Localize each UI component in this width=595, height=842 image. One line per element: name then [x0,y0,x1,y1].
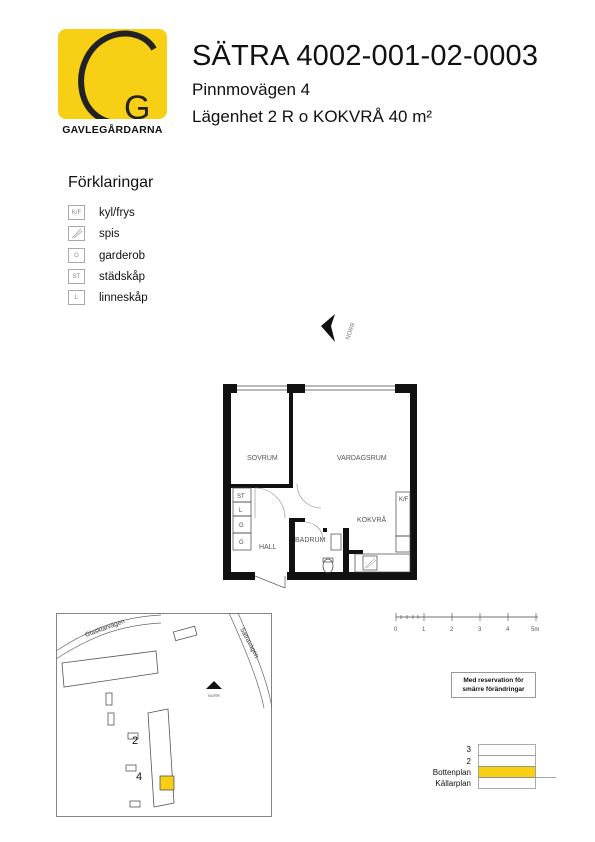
street-glasklarvagen: Glasklarvägen [84,618,126,639]
brand-logo [58,29,167,119]
scale-tick: 1 [422,627,426,633]
bathroom-fixtures [323,534,341,573]
site-map [56,613,272,817]
north-label: NORR [345,322,357,341]
legend-item [68,289,148,306]
legend-label: städskåp [99,270,146,283]
scale-tick: 4 [506,627,510,633]
north-compass [315,310,365,350]
floor-box-2 [479,756,536,767]
legend-item [68,247,145,264]
legend-item [68,225,119,242]
room-hall: HALL [259,544,277,551]
legend-item [68,268,145,285]
scale-tick: 3 [478,627,482,633]
page-title: SÄTRA 4002-001-02-0003 [192,40,539,72]
room-badrum: BADRUM [295,537,326,544]
floor-plan [215,380,430,590]
stove-symbol [68,226,85,241]
street-satravagen: Sätravägen [238,626,261,660]
floor-label: 2 [466,757,471,766]
site-north-label: NORR [208,693,220,698]
floor-box-3 [479,745,536,756]
legend-label: linneskåp [99,291,148,304]
windows [237,386,395,390]
exterior-walls [223,384,417,580]
scale-bar [390,607,550,637]
logo-g-mark [58,29,167,119]
scale-tick: 2 [450,627,454,633]
north-arrow-icon [321,314,335,342]
cabinet-g: G [239,523,244,529]
floor-box-bottenplan [479,767,536,778]
room-vardagsrum: VARDAGSRUM [337,455,387,462]
brand-name: GAVLEGÅRDARNA [62,124,163,136]
reservation-note: Med reservation för smärre förändringar [451,672,536,698]
legend-label: kyl/frys [99,206,135,219]
room-sovrum: SOVRUM [247,455,278,462]
legend-title: Förklaringar [68,174,154,191]
floor-indicator [478,744,558,792]
legend-label: spis [99,227,120,240]
fridge-label: K/F [399,497,409,503]
wardrobe-symbol: G [68,248,85,263]
apartment-info: Lägenhet 2 R o KOKVRÅ 40 m² [192,107,433,126]
cleaning-cabinet-symbol: ST [68,269,85,284]
fridge-freezer-symbol: K/F [68,205,85,220]
linen-cabinet-symbol: L [68,290,85,305]
floor-label: Källarplan [435,779,471,788]
room-kokvra: KOKVRÅ [357,517,387,524]
cabinet-st: ST [237,494,245,500]
cabinet-l: L [239,508,243,514]
floor-label: 3 [466,745,471,754]
logo-letter: G [124,89,151,119]
highlighted-building [160,776,174,790]
scale-tick: 0 [394,627,398,633]
stove-icon [69,227,84,240]
house-number: 2 [132,735,139,747]
cabinet-g: G [239,540,244,546]
kitchen-counter [355,492,410,572]
legend-item [68,204,135,221]
address: Pinnmovägen 4 [192,80,311,99]
floor-label: Bottenplan [432,768,471,777]
scale-tick: 5m [531,627,540,633]
floor-box-kallarplan [479,778,536,789]
legend-label: garderob [99,249,146,262]
house-number: 4 [136,771,143,783]
